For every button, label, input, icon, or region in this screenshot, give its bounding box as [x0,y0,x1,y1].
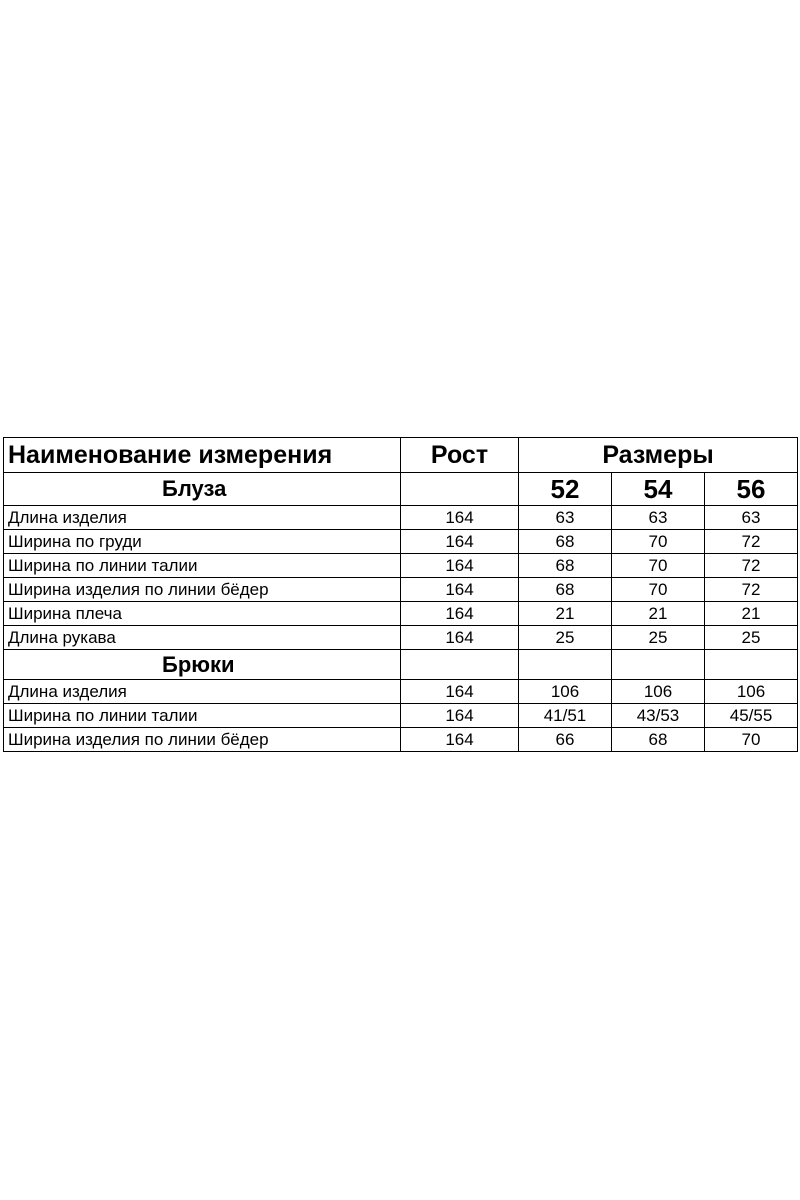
row-height: 164 [401,626,519,650]
table-row [4,626,798,650]
row-value-52: 68 [519,554,612,578]
row-value-52: 63 [519,506,612,530]
table-row [4,506,798,530]
row-value-56: 72 [705,578,798,602]
row-height: 164 [401,578,519,602]
table-row [4,530,798,554]
trousers-section-empty-cell [612,650,705,680]
table-row [4,578,798,602]
trousers-section-row [4,650,798,680]
row-value-52: 25 [519,626,612,650]
row-value-54: 70 [612,530,705,554]
table-row [4,728,798,752]
size-54-header: 54 [612,473,705,506]
height-header: Рост [401,438,519,473]
row-value-52: 21 [519,602,612,626]
row-value-56: 106 [705,680,798,704]
size-56-header: 56 [705,473,798,506]
row-value-56: 25 [705,626,798,650]
blouse-section-empty-cell [401,473,519,506]
row-label: Ширина по линии талии [4,704,401,728]
table-row [4,554,798,578]
size-52-header: 52 [519,473,612,506]
blouse-section-row [4,473,798,506]
row-label: Ширина изделия по линии бёдер [4,728,401,752]
size-chart-table [3,437,798,752]
row-value-54: 68 [612,728,705,752]
table-row [4,602,798,626]
row-value-52: 68 [519,530,612,554]
row-value-56: 63 [705,506,798,530]
table-header-row [4,438,798,473]
trousers-section-title: Брюки [4,650,401,680]
trousers-section-empty-cell [401,650,519,680]
row-height: 164 [401,554,519,578]
row-label: Ширина по линии талии [4,554,401,578]
row-label: Ширина по груди [4,530,401,554]
row-label: Длина рукава [4,626,401,650]
trousers-section-empty-cell [705,650,798,680]
row-value-52: 106 [519,680,612,704]
row-value-52: 66 [519,728,612,752]
row-label: Ширина плеча [4,602,401,626]
row-value-56: 72 [705,530,798,554]
row-value-54: 70 [612,554,705,578]
row-label: Длина изделия [4,680,401,704]
row-value-56: 21 [705,602,798,626]
row-value-56: 72 [705,554,798,578]
row-height: 164 [401,530,519,554]
row-height: 164 [401,506,519,530]
row-height: 164 [401,680,519,704]
row-value-52: 68 [519,578,612,602]
row-height: 164 [401,602,519,626]
measurement-name-header: Наименование измерения [4,438,401,473]
table-row [4,704,798,728]
row-value-56: 70 [705,728,798,752]
row-value-54: 25 [612,626,705,650]
row-value-54: 21 [612,602,705,626]
row-label: Ширина изделия по линии бёдер [4,578,401,602]
row-value-54: 70 [612,578,705,602]
sizes-header: Размеры [519,438,798,473]
row-value-56: 45/55 [705,704,798,728]
row-value-54: 106 [612,680,705,704]
trousers-section-empty-cell [519,650,612,680]
row-height: 164 [401,704,519,728]
blouse-section-title: Блуза [4,473,401,506]
row-label: Длина изделия [4,506,401,530]
row-value-54: 43/53 [612,704,705,728]
row-value-54: 63 [612,506,705,530]
row-height: 164 [401,728,519,752]
row-value-52: 41/51 [519,704,612,728]
table-row [4,680,798,704]
